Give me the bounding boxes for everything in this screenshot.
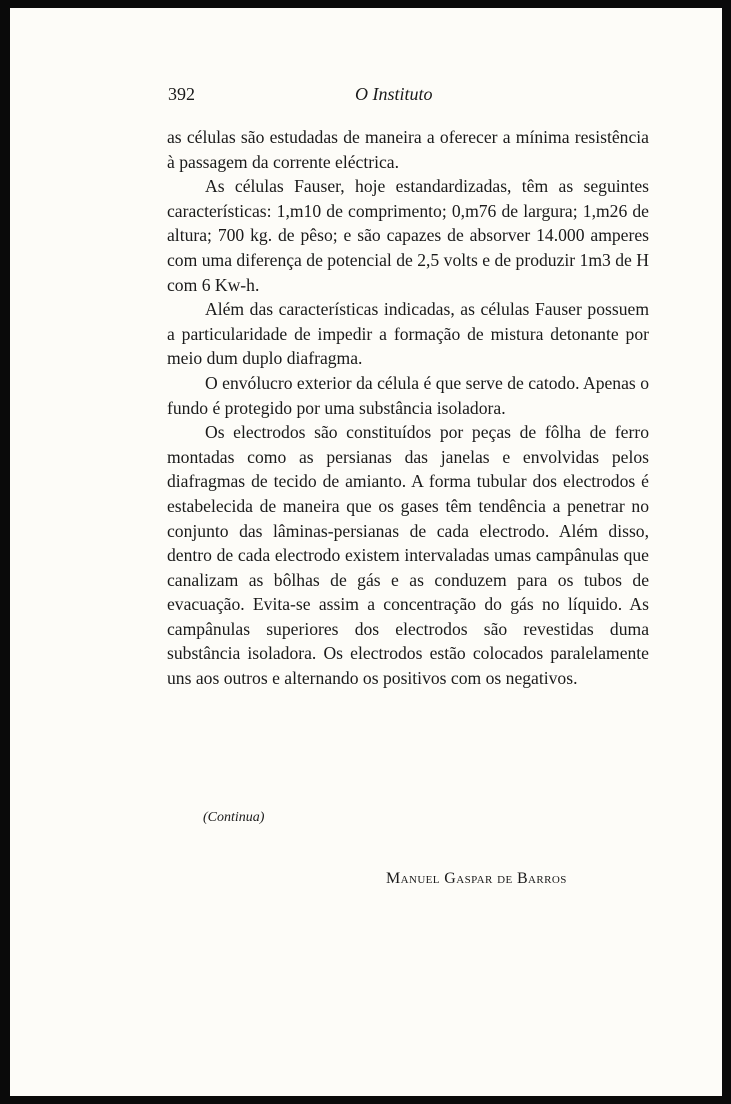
paragraph-5: Os electrodos são constituídos por peças de fôlha de ferro montadas como as persianas das janelas e envolvidas pelos diafragmas de tecido de amianto. A forma tubular dos electrodos é estabelecida de maneira que os gases têm tendência a penetrar no conjunto das lâminas-persianas de cada electrodo. Além disso, dentro de cada electrodo existem intervaladas umas campânulas que canalizam as bôlhas de gás e as conduzem para os tubos de evacuação. Evita-se assim a concentração do gás no líquido. As campânulas superiores dos electrodos são revestidas duma substância isoladora. Os electrodos estão colocados paralelamente uns aos outros e alternando os positivos com os negativos.	[167, 422, 649, 689]
paragraph-1: as células são estudadas de maneira a oferecer a mínima resistência à passagem da corrente eléctrica.	[167, 127, 649, 172]
body-text	[167, 125, 649, 691]
paragraph-4: O envólucro exterior da célula é que serve de catodo. Apenas o fundo é protegido por uma substância isoladora.	[167, 372, 649, 418]
page-number: 392	[168, 84, 195, 104]
paragraph-3: Além das características indicadas, as células Fauser possuem a particularidade de impedir a formação de mistura detonante por meio dum duplo diafragma.	[167, 299, 649, 369]
book-page	[10, 8, 722, 1096]
author-signature: Manuel Gaspar de Barros	[386, 870, 567, 887]
paragraph-2: As células Fauser, hoje estandardizadas, têm as seguintes características: 1,m10 de comprimento; 0,m76 de largura; 1,m26 de altura; 700 kg. de pêso; e são capazes de absorver 14.000 amperes com uma diferença de potencial de 2,5 volts e de produzir 1m3 de H com 6 Kw-h.	[167, 176, 649, 295]
continua-note: (Continua)	[203, 810, 265, 825]
running-title: O Instituto	[355, 84, 433, 104]
